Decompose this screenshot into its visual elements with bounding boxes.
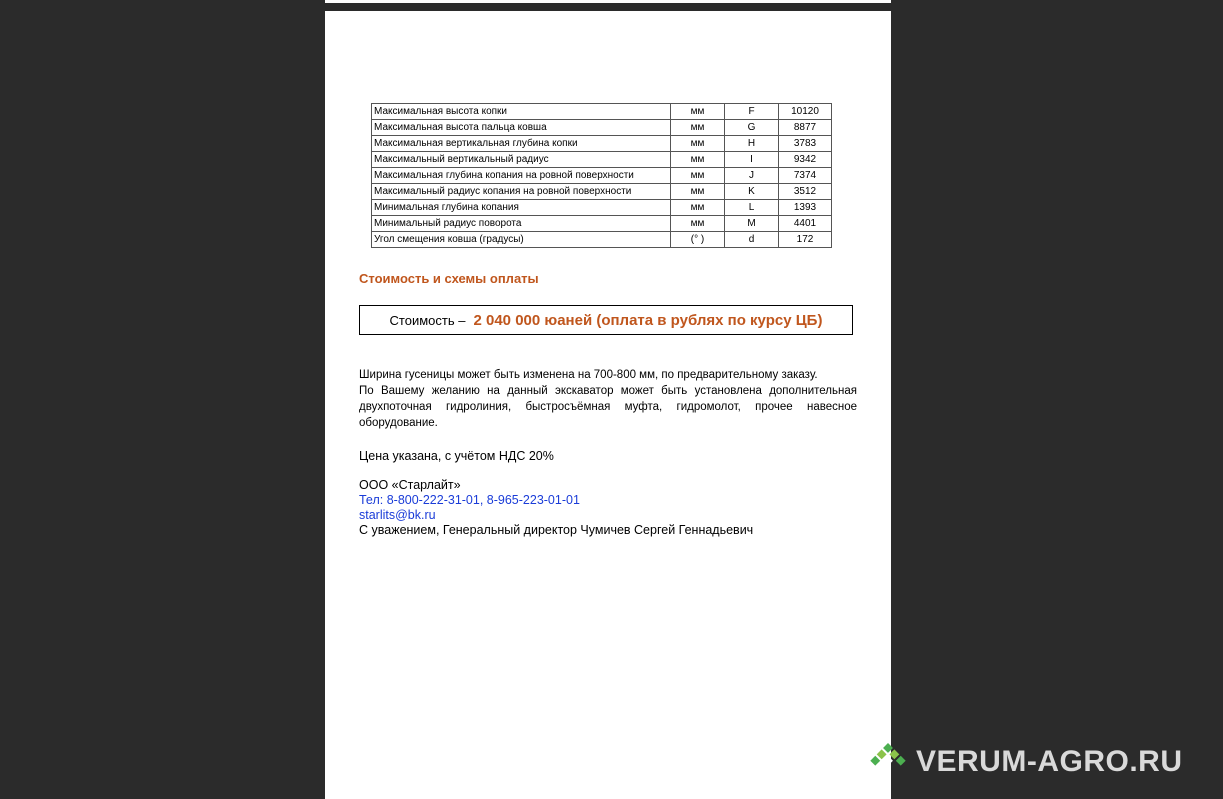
spec-value: 172: [779, 232, 832, 248]
spec-row: [372, 184, 832, 200]
note-paragraph: [359, 367, 857, 431]
spec-row: [372, 216, 832, 232]
spec-value: 4401: [779, 216, 832, 232]
spec-symbol: d: [725, 232, 779, 248]
price-value: 2 040 000 юаней (оплата в рублях по курсу ЦБ): [473, 311, 823, 329]
spec-unit: мм: [671, 104, 725, 120]
spec-value: 3512: [779, 184, 832, 200]
spec-row: [372, 232, 832, 248]
spec-unit: мм: [671, 136, 725, 152]
spec-unit: мм: [671, 120, 725, 136]
spec-row: [372, 120, 832, 136]
spec-value: 8877: [779, 120, 832, 136]
watermark: [868, 740, 1183, 784]
spec-name: Максимальный вертикальный радиус: [372, 152, 671, 168]
spec-name: Максимальная вертикальная глубина копки: [372, 136, 671, 152]
spec-unit: мм: [671, 152, 725, 168]
spec-unit: мм: [671, 216, 725, 232]
spec-unit: мм: [671, 184, 725, 200]
spec-row: [372, 168, 832, 184]
specs-table: [371, 103, 832, 248]
price-label: Стоимость –: [389, 312, 466, 328]
spec-name: Максимальная глубина копания на ровной поверхности: [372, 168, 671, 184]
phone-link[interactable]: Тел: 8-800-222-31-01, 8-965-223-01-01: [359, 493, 580, 507]
company-name: ООО «Старлайт»: [359, 478, 461, 492]
price-box: [359, 305, 853, 335]
spec-symbol: H: [725, 136, 779, 152]
contacts-block: [359, 478, 753, 538]
note-line-1: Ширина гусеницы может быть изменена на 700-800 мм, по предварительному заказу.: [359, 369, 818, 381]
note-line-2: По Вашему желанию на данный экскаватор может быть установлена дополнительная двухпоточная гидролиния, быстросъёмная муфта, гидромолот, прочее навесное оборудование.: [359, 385, 857, 429]
spec-value: 10120: [779, 104, 832, 120]
pricing-section-title: Стоимость и схемы оплаты: [359, 271, 539, 286]
spec-name: Угол смещения ковша (градусы): [372, 232, 671, 248]
email-link[interactable]: starlits@bk.ru: [359, 508, 436, 522]
spec-name: Максимальная высота пальца ковша: [372, 120, 671, 136]
spec-row: [372, 200, 832, 216]
spec-unit: мм: [671, 168, 725, 184]
spec-symbol: I: [725, 152, 779, 168]
spec-name: Максимальный радиус копания на ровной поверхности: [372, 184, 671, 200]
spec-value: 3783: [779, 136, 832, 152]
watermark-text: VERUM-AGRO.RU: [916, 745, 1183, 778]
spec-symbol: K: [725, 184, 779, 200]
spec-row: [372, 104, 832, 120]
spec-value: 1393: [779, 200, 832, 216]
spec-symbol: F: [725, 104, 779, 120]
spec-unit: (° ): [671, 232, 725, 248]
signature: С уважением, Генеральный директор Чумичев Сергей Геннадьевич: [359, 523, 754, 537]
spec-symbol: M: [725, 216, 779, 232]
spec-name: Минимальная глубина копания: [372, 200, 671, 216]
spec-symbol: L: [725, 200, 779, 216]
spec-value: 7374: [779, 168, 832, 184]
document-page: [325, 11, 891, 799]
spec-value: 9342: [779, 152, 832, 168]
spec-name: Максимальная высота копки: [372, 104, 671, 120]
spec-symbol: J: [725, 168, 779, 184]
spec-symbol: G: [725, 120, 779, 136]
diamond-logo-icon: [868, 740, 908, 785]
spec-unit: мм: [671, 200, 725, 216]
spec-row: [372, 152, 832, 168]
previous-page-edge: [325, 0, 891, 3]
spec-row: [372, 136, 832, 152]
spec-name: Минимальный радиус поворота: [372, 216, 671, 232]
vat-note: Цена указана, с учётом НДС 20%: [359, 449, 554, 463]
